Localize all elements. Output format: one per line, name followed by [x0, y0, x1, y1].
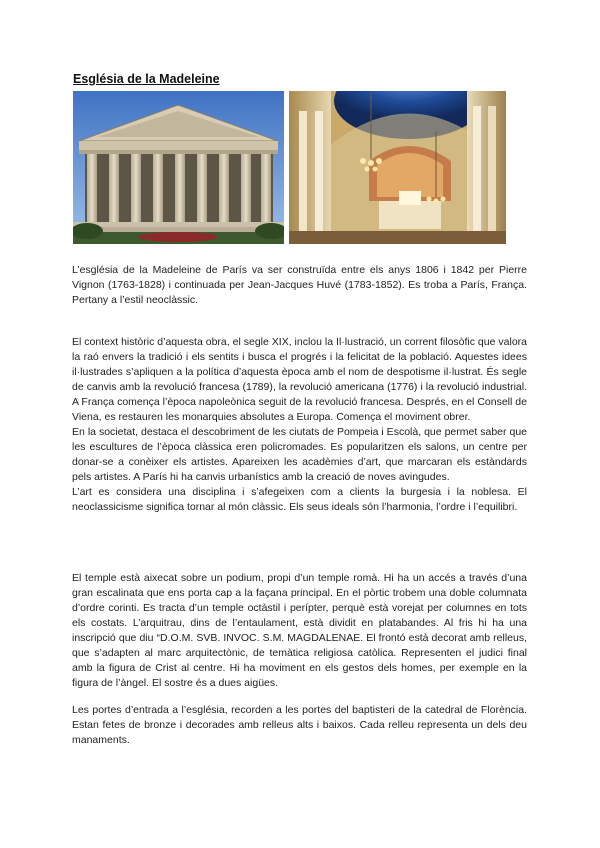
intro-paragraph: [72, 263, 527, 308]
context-section: [72, 335, 527, 515]
paragraph-3: En la societat, destaca el descobriment de les ciutats de Pompeia i Escolà, que permet saber que les escultures de l’època clàssica eren policromades. Es popularitzen els salons, un centre per donar-se a conèixer els artistes. Apareixen les acadèmies d’art, que marcaran els estàndards pels artistes. A París hi ha canvis urbanístics amb la creació de noves avingudes.: [72, 426, 527, 483]
page-title: Església de la Madeleine: [73, 72, 220, 86]
church-interior-dome-photo: [289, 91, 506, 244]
doors-paragraph: [72, 703, 527, 748]
paragraph-2: El context històric d’aquesta obra, el segle XIX, inclou la Il·lustració, un corrent filosòfic que valora la raó envers la tradició i els sentits i busca el progrés i la felicitat de la població. Aquestes idees il·lustrades s’apliquen a la política d’aquesta època amb el nom de despotisme il·lustrat. És segle de canvis amb la revolució francesa (1789), la revolució americana (1776) i la revolució industrial. A França comença l’època napoleònica seguit de la revolució francesa. Després, en el Consell de Viena, es restauren les monarquies absolutes a Europa. Comença el moviment obrer.: [72, 336, 527, 423]
paragraph-5: El temple està aixecat sobre un podium, propi d’un temple romà. Hi ha un accés a través d’una gran escalinata que ens porta cap a la façana principal. En el pòrtic trobem una doble columnata d’ordre corinti. Es tracta d’un temple octàstil i perípter, perquè està vorejat per columnes en tots els costats. L’arquitrau, dins de l’entaulament, està dividit en platabandes. Al fris hi ha una inscripció que diu “D.O.M. SVB. INVOC. S.M. MAGDALENAE. El frontó està decorat amb relleus, que s’adapten al marc arquitectònic, de temàtica religiosa catòlica. Representen el judici final amb la figura de Crist al centre. Hi ha moviment en els gestos dels homes, per exemple en la figura de l’àngel. El sostre és a dues aigües.: [72, 572, 527, 689]
paragraph-4: L’art es considera una disciplina i s’afegeixen com a clients la burgesia i la noblesa. El neoclassicisme significa tornar al món clàssic. Els seus ideals són l’harmonia, l’ordre i l’equilibri.: [72, 486, 527, 513]
paragraph-1: L’església de la Madeleine de París va ser construïda entre els anys 1806 i 1842 per Pierre Vignon (1763-1828) i continuada per Jean-Jacques Huvé (1783-1852). Es troba a París, França. Pertany a l’estil neoclàssic.: [72, 264, 527, 306]
paragraph-6: Les portes d’entrada a l’església, recorden a les portes del baptisteri de la catedral de Florència. Estan fetes de bronze i decorades amb relleus alts i baixos. Cada relleu representa un dels deu manaments.: [72, 704, 527, 746]
description-paragraph: [72, 571, 527, 691]
temple-facade-photo: [73, 91, 284, 244]
